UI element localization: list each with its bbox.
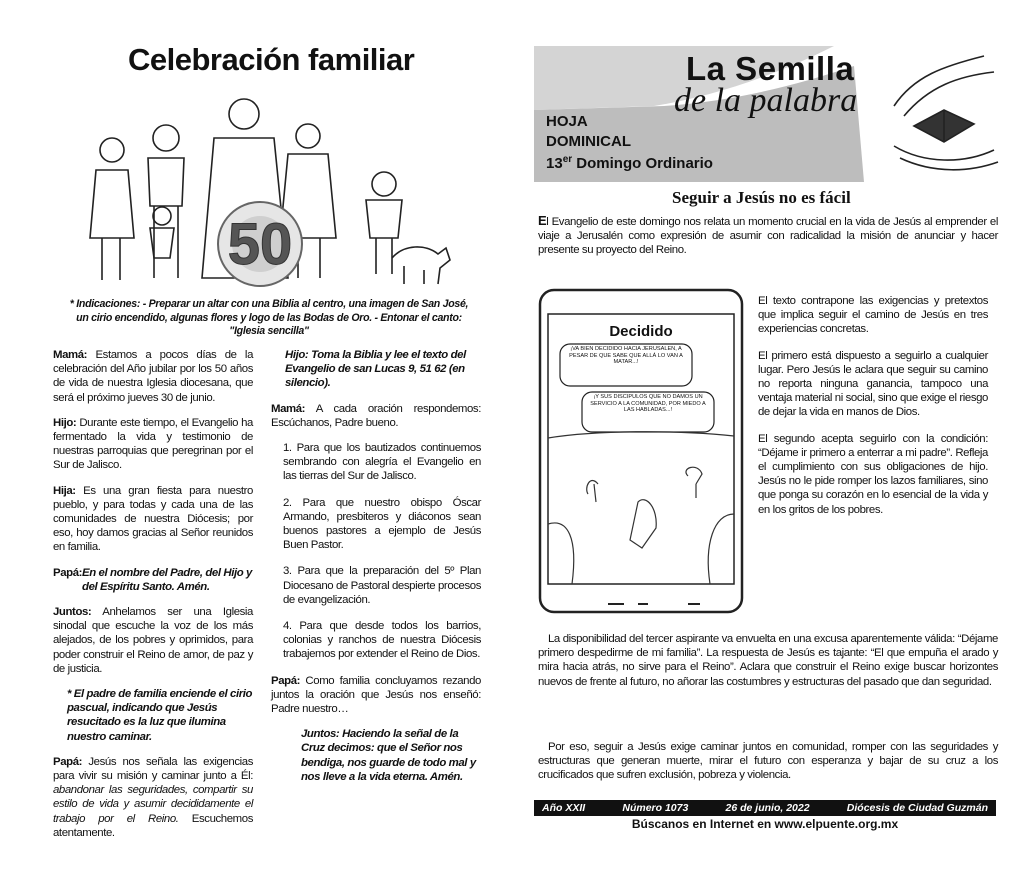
- side-column: [758, 294, 988, 529]
- prayer-item: 1. Para que los bautizados continuemos sembrando con alegría el Evangelio en las tierras del Sur de Jalisco.: [283, 442, 481, 483]
- footer-url: Búscanos en Internet en www.elpuente.org.mx: [631, 817, 899, 831]
- hijo-instruction: Hijo: Toma la Biblia y lee el texto del Evangelio de san Lucas 9, 51 62 (en silencio).: [285, 349, 466, 390]
- side-paragraph: El texto contrapone las exigencias y pretextos que implica seguir el camino de Jesús en tres experiencias concretas.: [758, 295, 988, 336]
- side-paragraph: El segundo acepta seguirlo con la condición: “Déjame ir primero a enterrar a mi padre”. Refleja el cumplimiento con sus obligaciones de hijo. Jesús no le pide romper los lazos familiares, sino que ponga su corazón en lo esencial de la vida y en los gritos de los pobres.: [758, 432, 988, 516]
- sunday-label: 13er Domingo Ordinario: [546, 154, 713, 172]
- prayer-list: [271, 441, 481, 662]
- hija-paragraph: Hija: Es una gran fiesta para nuestro pueblo, y para todas y cada una de las comunidades de nuestra Diócesis; por eso, hoy damos gracias al Señor reunidos en familia.: [53, 484, 253, 554]
- prayer-item: 3. Para que la preparación del 5º Plan Diocesano de Pastoral despierte procesos de evangelización.: [283, 565, 482, 606]
- juntos-paragraph: Juntos: Anhelamos ser una Iglesia sinodal que escuche la voz de los más alejados, de los pobres y oprimidos, para poder construir el Reino de amor, de paz y de justicia.: [53, 606, 253, 675]
- page-title: Celebración familiar: [128, 42, 415, 77]
- family-illustration: [74, 88, 454, 292]
- cartoon-title: Decidido: [609, 323, 673, 340]
- left-column-2: [271, 348, 481, 795]
- footer-year: Año XXII: [542, 802, 586, 814]
- juntos-closing: Juntos: Haciendo la señal de la Cruz decimos: que el Señor nos bendiga, nos guarde de todo mal y nos lleve a la vida eterna. Amén.: [301, 728, 476, 783]
- masthead-subtitle: de la palabra: [674, 82, 858, 119]
- footer-bar: [534, 800, 996, 816]
- article-title: Seguir a Jesús no es fácil: [672, 188, 851, 207]
- footer-diocese: Diócesis de Ciudad Guzmán: [846, 802, 988, 814]
- logo-numeral: 50: [227, 212, 293, 277]
- bible-wheat-emblem: [874, 46, 1004, 176]
- conclusion-paragraph: Por eso, seguir a Jesús exige caminar juntos en comunidad, romper con las seguridades y estructuras que generan muerte, mirar el futuro con esperanza y bajar de su cruz a los crucificados que sufren exclusión, pobreza y violencia.: [538, 741, 998, 782]
- right-page: [512, 0, 1024, 869]
- papa-invocation: Papá: En el nombre del Padre, del Hijo y del Espíritu Santo. Amén.: [53, 566, 252, 593]
- papa-paragraph: Papá: Jesús nos señala las exigencias para vivir su misión y caminar junto a Él: abandonar las seguridades, compartir su estilo de vida y asumir decididamente el trabajo por el Reino. Escuchemos atentamente.: [53, 755, 253, 839]
- footer-number: Número 1073: [622, 802, 689, 814]
- third-aspirant-paragraph: La disponibilidad del tercer aspirante va envuelta en una excusa aparentemente válida: “Déjame primero despedirme de mi familia”. La respuesta de Jesús es tajante: “El que empuña el arado y mira hacia atrás, no sirve para el Reino”. Aclara que construir el Reino exige buscar horizontes nuevos de frente al futuro, no añorar las costumbres y estructuras del pasado que dan seguridad.: [538, 633, 998, 688]
- masthead: [534, 46, 1000, 182]
- cartoon-bubble-2: ¡Y SUS DISCÍPULOS QUE NO DAMOS UN SERVICIO A LA COMUNIDAD, POR MIEDO A LAS HABLADAS...!: [590, 394, 706, 414]
- left-column-1: [53, 348, 253, 851]
- hoja-dominical: HOJA DOMINICAL: [546, 113, 631, 150]
- masthead-title: La Semilla: [686, 50, 855, 87]
- indicaciones: * Indicaciones: - Preparar un altar con una Biblia al centro, una imagen de San José, un cirio encendido, algunas flores y logo de las Bodas de Oro. - Entonar el canto: "Iglesia sencilla": [69, 298, 469, 337]
- footer-date: 26 de junio, 2022: [725, 802, 810, 814]
- hijo-paragraph: Hijo: Durante este tiempo, el Evangelio ha fermentado la vida y testimonio de nuestras parroquias que peregrinan por el Sur de Jalisco.: [53, 416, 253, 472]
- mama-paragraph: Mamá: Estamos a pocos días de la celebración del Año jubilar por los 50 años de vida de nuestra Iglesia diocesana, que será el próximo jueves 30 de junio.: [53, 349, 253, 404]
- prayer-item: 4. Para que desde todos los barrios, colonias y ranchos de nuestra Diócesis trabajemos por extender el Reino de Dios.: [283, 620, 481, 661]
- intro-paragraph: El Evangelio de este domingo nos relata un momento crucial en la vida de Jesús al emprender el viaje a Jerusalén como expresión de asumir con radicalidad la misión de anunciar y hacer presente su proyecto del Reino.: [538, 213, 998, 257]
- cartoon-bubble-1: ¡VA BIEN DECIDIDO HACIA JERUSALÉN, A PESAR DE QUE SABE QUE ALLÁ LO VAN A MATAR...!: [569, 346, 683, 366]
- phone-cartoon: [538, 288, 744, 614]
- prayer-item: 2. Para que nuestro obispo Óscar Armando, presbiteros y diáconos sean buenos pastores a ejemplo de Jesús Buen Pastor.: [283, 496, 481, 552]
- rubric-cirio: * El padre de familia enciende el cirio pascual, indicando que Jesús resucitado es la luz que ilumina nuestro caminar.: [67, 688, 253, 743]
- papa-closing: Papá: Como familia concluyamos rezando juntos la oración que Jesús nos enseñó: Padre nuestro…: [271, 674, 481, 716]
- side-paragraph: El primero está dispuesto a seguirlo a cualquier lugar. Pero Jesús le aclara que seguir su camino no reporta ninguna ganancia, tampoco una ventaja material ni social, sino que exige el riesgo de dejar la vida en manos de Dios.: [758, 349, 988, 419]
- mama-response: Mamá: A cada oración respondemos: Escúchanos, Padre bueno.: [271, 402, 481, 429]
